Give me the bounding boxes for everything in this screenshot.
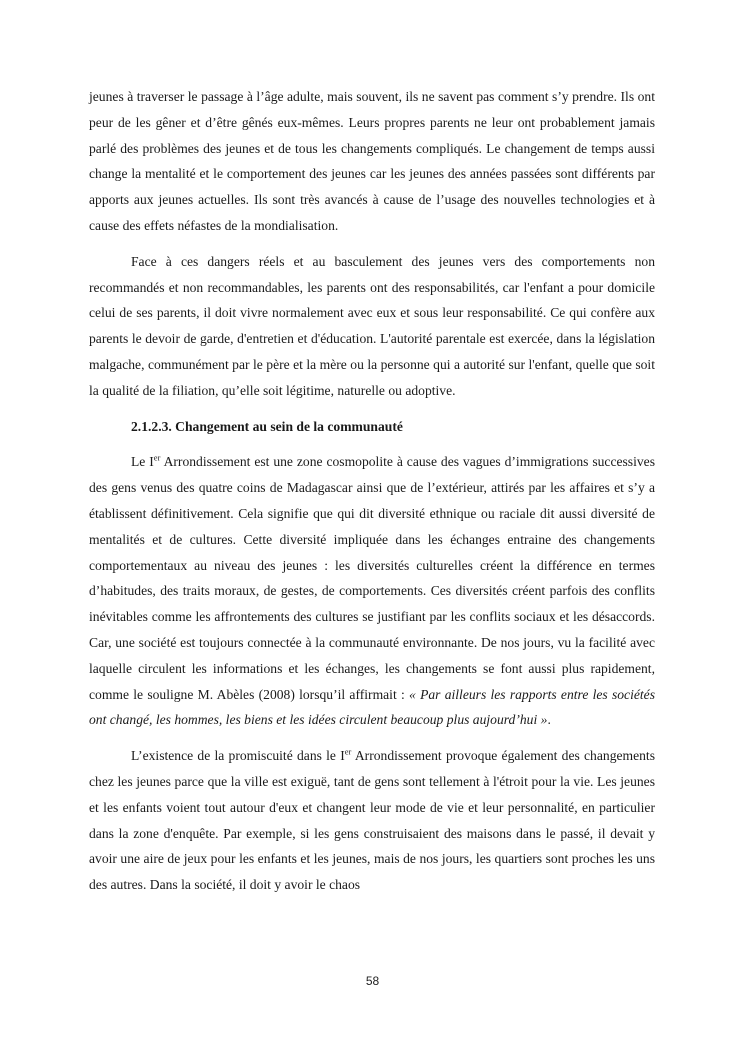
- page-number: 58: [365, 974, 380, 988]
- paragraph-start: Le I: [131, 454, 154, 470]
- paragraph-body: Arrondissement provoque également des changements chez les jeunes parce que la ville est exiguë, tant de gens sont tellement à l'étroit pour la vie. Les jeunes et les enfants voient tout autour d'eux et changent leur mode de vie et leur personnalité, en particulier dans la zone d'enquête. Par exemple, si les gens construisaient des maisons dans le passé, il devait y avoir une aire de jeux pour les enfants et les jeunes, mais de nos jours, les quartiers sont proches les uns des autres. Dans la société, il doit y avoir le chaos: [89, 748, 655, 893]
- paragraph: Face à ces dangers réels et au basculement des jeunes vers des comportements non recommandés et non recommandables, les parents ont des responsabilités, car l'enfant a pour domicile celui de ses parents, il doit vivre normalement avec eux et sous leur responsabilité. Ce qui confère aux parents le devoir de garde, d'entretien et d'éducation. L'autorité parentale est exercée, dans la législation malgache, communément par le père et la mère ou la personne qui a autorité sur l'enfant, quelle que soit la qualité de la filiation, qu’elle soit légitime, naturelle ou adoptive.: [89, 253, 655, 398]
- body-text: [89, 84, 655, 898]
- paragraph: [89, 449, 655, 733]
- section-heading: 2.1.2.3. Changement au sein de la communauté: [131, 418, 403, 434]
- paragraph-start: L’existence de la promiscuité dans le I: [131, 748, 345, 764]
- paragraph-body: Arrondissement est une zone cosmopolite à cause des vagues d’immigrations successives des gens venus des quatre coins de Madagascar ainsi que de l’extérieur, attirés par les affaires et s’y a établissent définitivement. Cela signifie que qui dit diversité ethnique ou raciale dit aussi diversité de mentalités et de cultures. Cette diversité impliquée dans les échanges entraine des changements comportementaux au niveau des jeunes : les diversités culturelles créent la différence en termes d’habitudes, des traits moraux, de gestes, de comportements. Ces diversités créent parfois des conflits inévitables comme les affrontements des cultures se justifiant par les conflits sociaux et les désaccords. Car, une société est toujours connectée à la communauté environnante. De nos jours, vu la facilité avec laquelle circulent les informations et les échanges, les changements se font aussi plus rapidement, comme le souligne M. Abèles (2008) lorsqu’il affirmait :: [89, 454, 655, 702]
- paragraph: [89, 743, 655, 898]
- quotation: « Par ailleurs les rapports entre les sociétés ont changé, les hommes, les biens et les idées circulent beaucoup plus aujourd’hui »: [89, 686, 655, 728]
- paragraph: jeunes à traverser le passage à l’âge adulte, mais souvent, ils ne savent pas comment s’y prendre. Ils ont peur de les gêner et d’être gênés eux-mêmes. Leurs propres parents ne leur ont probablement jamais parlé des problèmes des jeunes et de tous les changements compliqués. Le changement de temps aussi change la mentalité et le comportement des jeunes car les jeunes des années passées sont différents par apports aux jeunes actuelles. Ils sont très avancés à cause de l’usage des nouvelles technologies et à cause des effets néfastes de la mondialisation.: [89, 89, 655, 233]
- superscript: er: [344, 746, 352, 757]
- paragraph-end: .: [547, 712, 551, 728]
- superscript: er: [153, 452, 161, 463]
